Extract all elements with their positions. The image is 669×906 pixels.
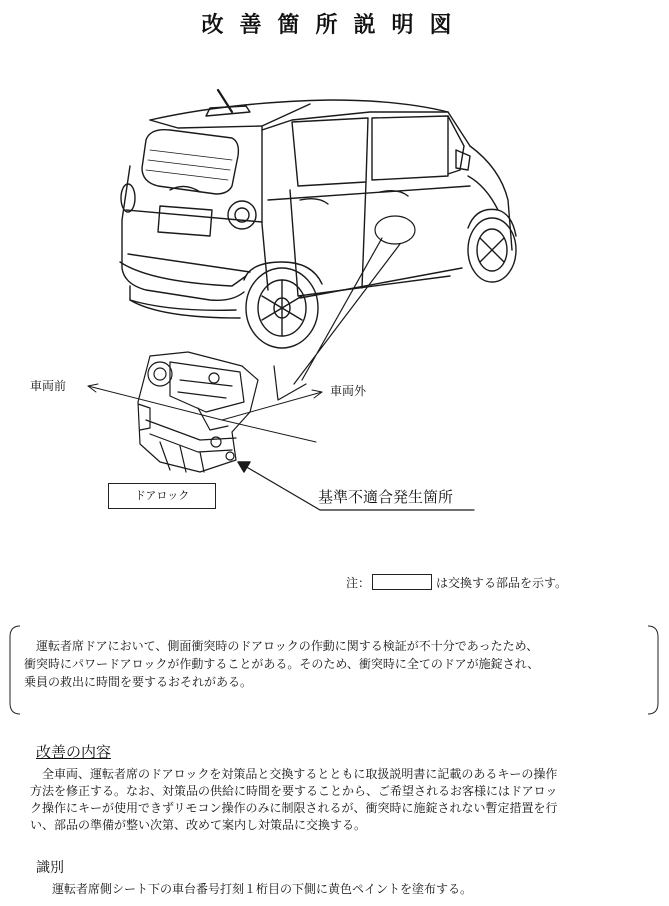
legend-note (346, 574, 567, 591)
summary-line: 乗員の救出に時間を要するおそれがある。 (24, 675, 253, 689)
defect-summary-box (8, 625, 660, 715)
improvement-line: 全車両、運転者席のドアロックを対策品と交換するとともに取扱説明書に記載のあるキーの操作 (42, 767, 558, 781)
legend-note-suffix: は交換する部品を示す。 (436, 576, 568, 590)
pointer-arrow (294, 238, 400, 384)
identification-heading: 識別 (36, 860, 64, 876)
door-lock-illustration (138, 352, 258, 472)
defect-summary-text (24, 637, 654, 691)
summary-line: 衝突時にパワードアロックが作動することがある。そのため、衝突時に全てのドアが施錠され、 (24, 657, 540, 671)
legend-box-icon (372, 574, 432, 590)
vehicle-front-label: 車両前 (30, 379, 67, 393)
page-title: 改善箇所説明図 (201, 12, 468, 38)
vehicle-outside-label: 車両外 (330, 384, 367, 398)
summary-line: 運転者席ドアにおいて、側面衝突時のドアロックの作動に関する検証が不十分であったため、 (36, 639, 539, 653)
identification-text: 運転者席側シート下の車台番号打刻１桁目の下側に黄色ペイントを塗布する。 (52, 882, 473, 896)
improvement-heading: 改善の内容 (36, 743, 112, 761)
outside-direction-arrow (222, 392, 322, 420)
door-lock-part-label: ドアロック (108, 483, 216, 509)
car-illustration (120, 90, 516, 348)
legend-note-prefix: 注： (346, 576, 371, 590)
improvement-text (30, 766, 642, 834)
noncompliance-location-label: 基準不適合発生箇所 (318, 488, 454, 506)
improvement-line: い、部品の準備が整い次第、改めて案内し対策品に交換する。 (30, 818, 367, 832)
improvement-line: 方法を修正する。なお、対策品の供給に時間を要することから、ご希望されるお客様にはドアロッ (30, 784, 558, 798)
vehicle-diagram (0, 60, 669, 530)
improvement-line: ク操作にキーが使用できずリモコン操作のみに制限されるが、衝突時に施錠されない暫定措置を行 (30, 801, 558, 815)
